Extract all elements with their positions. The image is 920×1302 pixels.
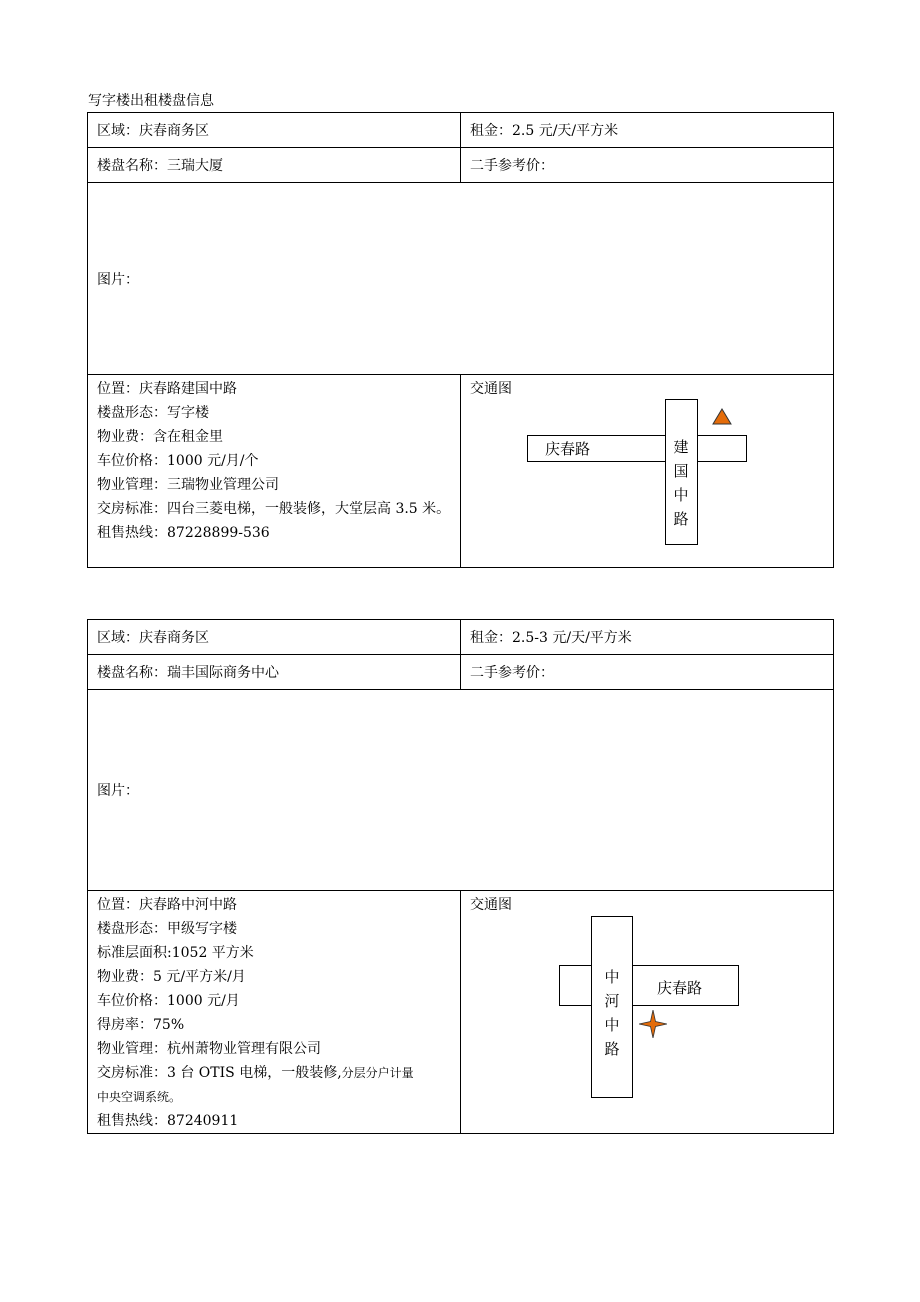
area-cell: 区域：庆春商务区: [88, 620, 461, 655]
hotline-line: 租售热线：87228899-536: [97, 525, 270, 541]
delivery-standard-text: 交房标准：3 台 OTIS 电梯，一般装修,: [97, 1065, 342, 1081]
vertical-road-char: 河: [604, 992, 620, 1010]
traffic-map-label: 交通图: [470, 897, 512, 913]
traffic-map-label: 交通图: [470, 381, 512, 397]
delivery-standard-line: [97, 1061, 451, 1085]
parking-price-line: 车位价格：1000 元/月/个: [97, 453, 259, 469]
traffic-map-cell: [461, 891, 834, 1134]
star-icon: [639, 1010, 667, 1038]
property-fee-line: 物业费：5 元/平方米/月: [97, 969, 246, 985]
listing-table-1: [87, 112, 834, 568]
property-management-line: 物业管理：杭州萧物业管理有限公司: [97, 1041, 321, 1057]
area-cell: 区域：庆春商务区: [88, 113, 461, 148]
vertical-road-char: 路: [673, 510, 689, 528]
hotline-line: 租售热线：87240911: [97, 1113, 239, 1129]
efficiency-rate-line: 得房率：75%: [97, 1017, 185, 1033]
horizontal-road-label: 庆春路: [545, 440, 591, 458]
reference-price-cell: 二手参考价：: [461, 148, 834, 183]
info-cell: [88, 891, 461, 1134]
location-line: 位置：庆春路建国中路: [97, 381, 237, 397]
photo-label: 图片：: [97, 271, 139, 288]
vertical-road-char: 路: [604, 1040, 620, 1058]
reference-price-cell: 二手参考价：: [461, 655, 834, 690]
delivery-standard-line: 交房标准：四台三菱电梯，一般装修，大堂层高 3.5 米。: [97, 501, 451, 517]
photo-cell: [88, 690, 834, 891]
building-type-line: 楼盘形态：写字楼: [97, 405, 209, 421]
rent-cell: 租金：2.5-3 元/天/平方米: [461, 620, 834, 655]
photo-cell: [88, 183, 834, 375]
vertical-road-char: 中: [604, 1016, 620, 1034]
vertical-road-char: 中: [673, 486, 689, 504]
page-title: 写字楼出租楼盘信息: [88, 93, 214, 109]
delivery-standard-ac-line: 中央空调系统。: [97, 1090, 182, 1104]
location-line: 位置：庆春路中河中路: [97, 897, 237, 913]
triangle-icon: [712, 408, 732, 425]
horizontal-road: [559, 965, 739, 1006]
building-name-cell: 楼盘名称：三瑞大厦: [88, 148, 461, 183]
vertical-road-char: 建: [673, 438, 689, 456]
listing-table-2: [87, 619, 834, 1134]
info-cell: [88, 375, 461, 568]
rent-cell: 租金：2.5 元/天/平方米: [461, 113, 834, 148]
horizontal-road-label: 庆春路: [657, 979, 703, 997]
building-type-line: 楼盘形态：甲级写字楼: [97, 921, 237, 937]
property-fee-line: 物业费：含在租金里: [97, 429, 223, 445]
traffic-map-cell: [461, 375, 834, 568]
building-name-cell: 楼盘名称：瑞丰国际商务中心: [88, 655, 461, 690]
floor-area-line: 标准层面积:1052 平方米: [97, 945, 254, 961]
parking-price-line: 车位价格：1000 元/月: [97, 993, 240, 1009]
property-management-line: 物业管理：三瑞物业管理公司: [97, 477, 279, 493]
vertical-road-char: 中: [604, 968, 620, 986]
vertical-road-char: 国: [673, 462, 689, 480]
delivery-standard-metering: 分层分户计量: [341, 1066, 414, 1080]
photo-label: 图片：: [97, 783, 139, 799]
